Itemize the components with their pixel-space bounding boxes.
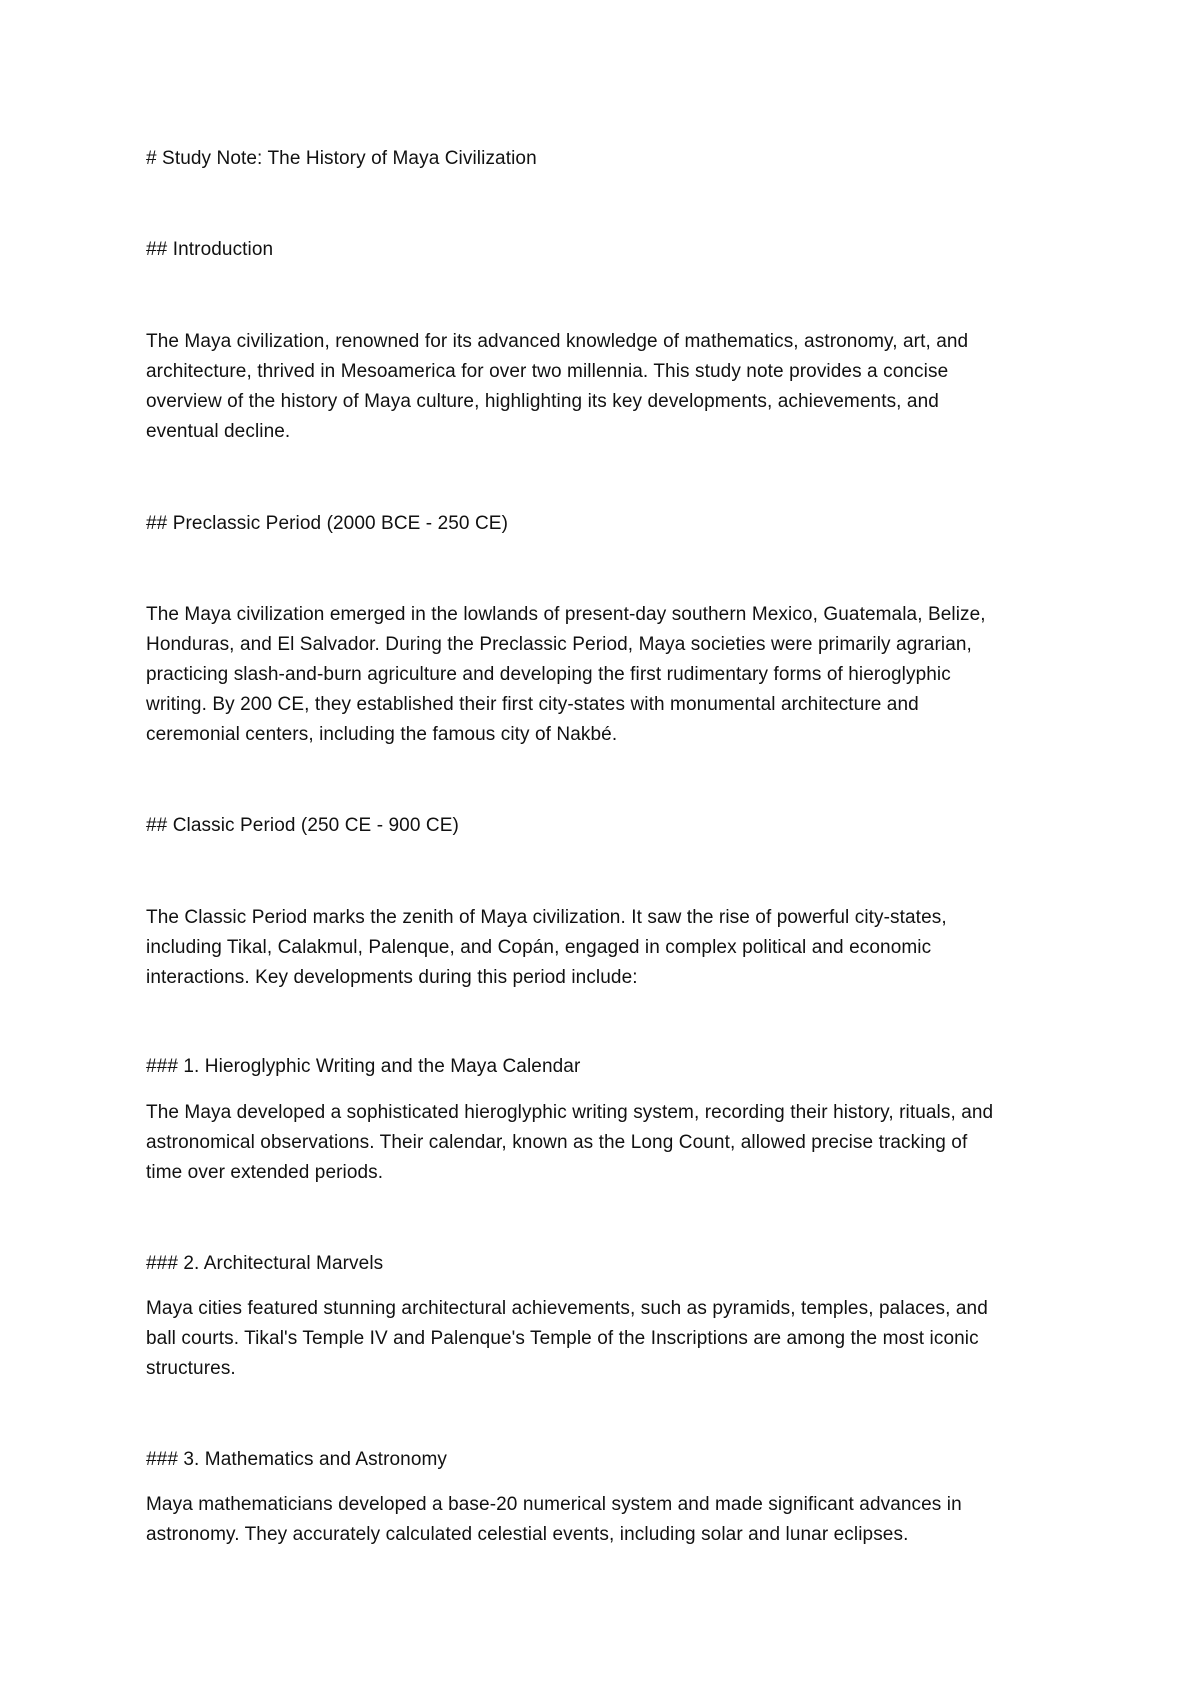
preclassic-line: ceremonial centers, including the famous city of Nakbé. xyxy=(146,724,618,745)
introduction-line: overview of the history of Maya culture, highlighting its key developments, achievements, and xyxy=(146,391,939,412)
introduction-heading: ## Introduction xyxy=(146,239,274,260)
preclassic-line: Honduras, and El Salvador. During the Preclassic Period, Maya societies were primarily agrarian, xyxy=(146,634,972,655)
architecture-heading: ### 2. Architectural Marvels xyxy=(146,1253,384,1274)
hieroglyphic-line: astronomical observations. Their calendar, known as the Long Count, allowed precise tracking of xyxy=(146,1132,968,1153)
preclassic-line: The Maya civilization emerged in the lowlands of present-day southern Mexico, Guatemala, Belize, xyxy=(146,604,986,625)
classic-heading: ## Classic Period (250 CE - 900 CE) xyxy=(146,815,459,836)
classic-line: interactions. Key developments during this period include: xyxy=(146,967,638,988)
mathematics-line: Maya mathematicians developed a base-20 numerical system and made significant advances in xyxy=(146,1494,962,1515)
classic-line: including Tikal, Calakmul, Palenque, and Copán, engaged in complex political and economic xyxy=(146,937,932,958)
hieroglyphic-heading: ### 1. Hieroglyphic Writing and the Maya Calendar xyxy=(146,1056,581,1077)
introduction-line: architecture, thrived in Mesoamerica for over two millennia. This study note provides a concise xyxy=(146,361,949,382)
mathematics-heading: ### 3. Mathematics and Astronomy xyxy=(146,1449,448,1470)
hieroglyphic-line: The Maya developed a sophisticated hieroglyphic writing system, recording their history, rituals, and xyxy=(146,1102,994,1123)
preclassic-heading: ## Preclassic Period (2000 BCE - 250 CE) xyxy=(146,513,508,534)
mathematics-line: astronomy. They accurately calculated celestial events, including solar and lunar eclipses. xyxy=(146,1524,909,1545)
introduction-line: eventual decline. xyxy=(146,421,291,442)
architecture-line: structures. xyxy=(146,1358,236,1379)
architecture-line: ball courts. Tikal's Temple IV and Palenque's Temple of the Inscriptions are among the most iconic xyxy=(146,1328,979,1349)
architecture-line: Maya cities featured stunning architectural achievements, such as pyramids, temples, palaces, and xyxy=(146,1298,988,1319)
preclassic-line: practicing slash-and-burn agriculture and developing the first rudimentary forms of hieroglyphic xyxy=(146,664,951,685)
hieroglyphic-line: time over extended periods. xyxy=(146,1162,384,1183)
document-title: # Study Note: The History of Maya Civilization xyxy=(146,148,537,169)
preclassic-line: writing. By 200 CE, they established their first city-states with monumental architecture and xyxy=(146,694,919,715)
introduction-line: The Maya civilization, renowned for its advanced knowledge of mathematics, astronomy, art, and xyxy=(146,331,969,352)
classic-line: The Classic Period marks the zenith of Maya civilization. It saw the rise of powerful city-states, xyxy=(146,907,947,928)
